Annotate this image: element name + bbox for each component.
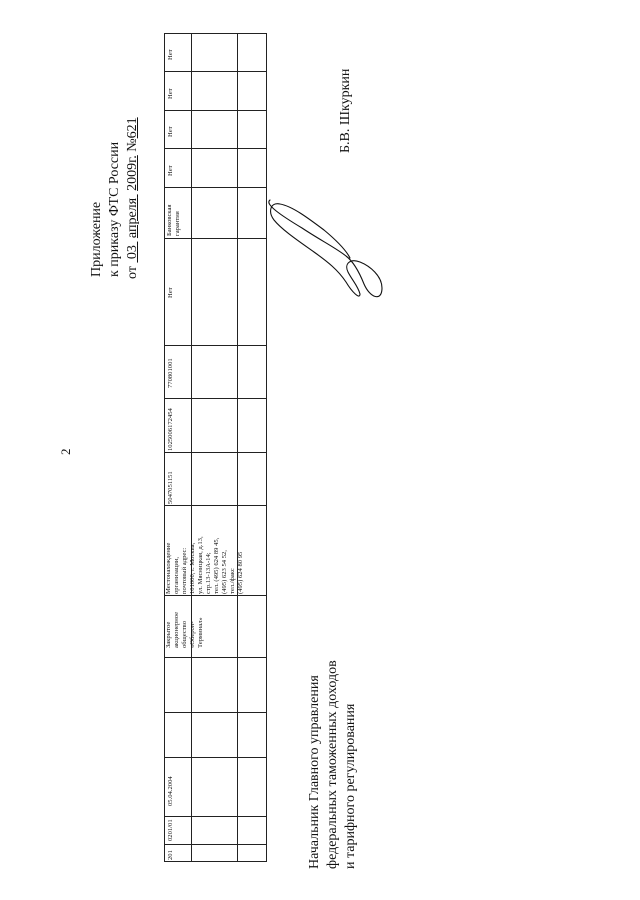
appendix-year: 2009г. (125, 155, 140, 191)
appendix-number: 621 (125, 117, 140, 139)
table-row-line (164, 238, 267, 239)
table-row-line (164, 757, 267, 758)
table-row-line (164, 505, 267, 506)
table-row-line (164, 345, 267, 346)
table-row-line (164, 657, 267, 658)
appendix-day: 03 (125, 245, 140, 260)
table-row-line (164, 595, 267, 596)
table-row-line (164, 71, 267, 72)
table-col-line (191, 33, 192, 862)
table-col-line (237, 33, 238, 862)
appendix-month: апреля (125, 197, 140, 239)
table-row-line (164, 187, 267, 188)
table-row-line (164, 452, 267, 453)
table-row-line (164, 816, 267, 817)
table-row-line (164, 844, 267, 845)
table-row-line (164, 110, 267, 111)
registry-table (164, 33, 267, 862)
appendix-number-sign: № (125, 138, 140, 152)
table-row-line (164, 398, 267, 399)
document-page: 2 Приложение к приказу ФТС России от 03 апреля 2009г. №621 201 0201/01 05.04.2004 Закрытое акционерное общество «Оберон- Терминал» Местонахождение организации, почтовый адрес: 101000, г. Москва, ул. Мясницкая, д.13, стр.13-13А-14; тел. (495) 624 89 45, (495) 623 54 52, тел./факс (495) 624 80 95 5047051151 1025006172454 770801001 Нет Банковская гарантия Нет Нет Нет Нет Начальник Главного управления федеральных таможенных доходов и тарифного регулирования Б.В. Шкуркин (0, 0, 640, 900)
table-row-line (164, 148, 267, 149)
table-row-line (164, 712, 267, 713)
appendix-from: от (125, 266, 140, 279)
handwritten-signature-icon (262, 190, 392, 308)
